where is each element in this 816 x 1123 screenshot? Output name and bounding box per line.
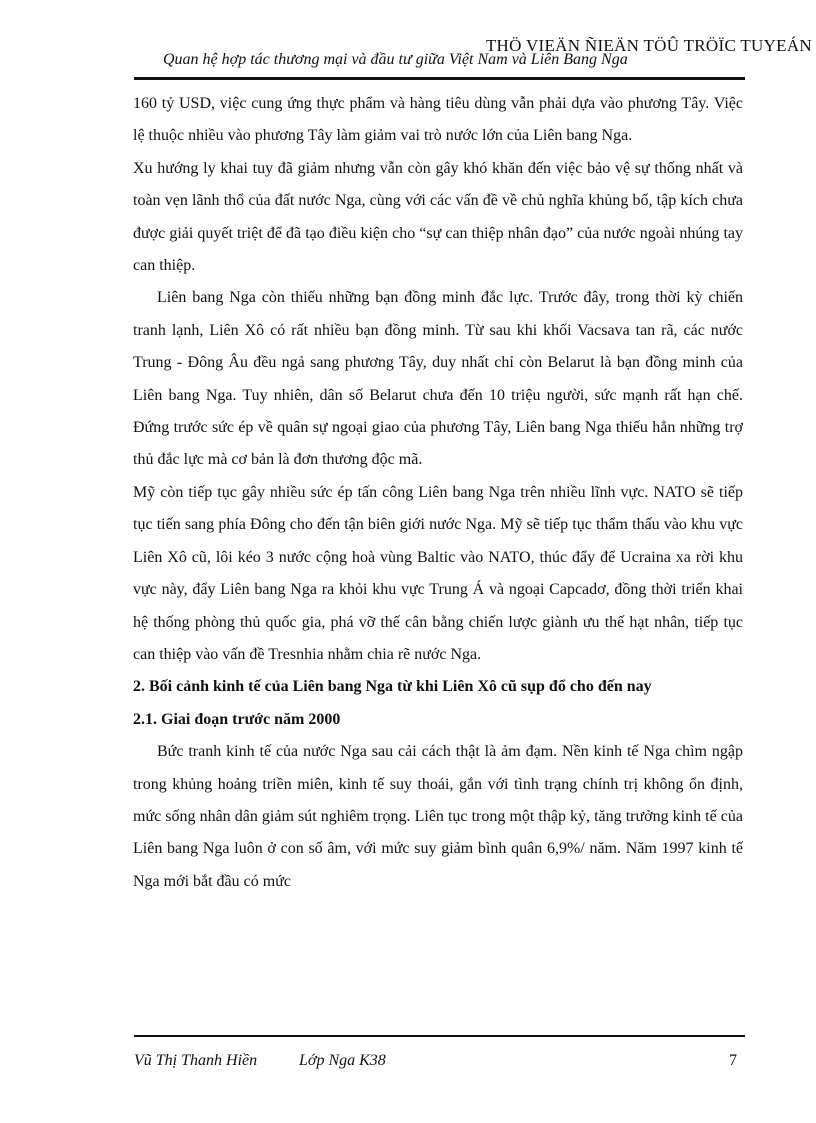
- paragraph-2: Xu hướng ly khai tuy đã giảm nhưng vẫn còn gây khó khăn đến việc bảo vệ sự thống nhất và toàn vẹn lãnh thổ của đất nước Nga, cùng với các vấn đề về chủ nghĩa khủng bố, tập kích chưa được giải quyết triệt để đã tạo điều kiện cho “sự can thiệp nhân đạo” của nước ngoài nhúng tay can thiệp.: [133, 159, 743, 275]
- header-divider: [134, 77, 745, 80]
- page-number: 7: [729, 1052, 737, 1069]
- footer-divider: [134, 1035, 745, 1037]
- section-heading-2: 2. Bối cảnh kinh tế của Liên bang Nga từ khi Liên Xô cũ sụp đổ cho đến nay: [133, 678, 652, 696]
- paragraph-3: Liên bang Nga còn thiếu những bạn đồng minh đắc lực. Trước đây, trong thời kỳ chiến tranh lạnh, Liên Xô có rất nhiều bạn đồng minh. Từ sau khi khối Vacsava tan rã, các nước Trung - Đông Âu đều ngả sang phương Tây, duy nhất chỉ còn Belarut là bạn đồng minh của Liên bang Nga. Tuy nhiên, dân số Belarut chưa đến 10 triệu người, sức mạnh rất hạn chế. Đứng trước sức ép về quân sự ngoại giao của phương Tây, Liên bang Nga thiếu hẳn những trợ thủ đắc lực mà cơ bản là đơn thương độc mã.: [133, 289, 743, 469]
- footer-class: Lớp Nga K38: [299, 1052, 386, 1069]
- footer-author: Vũ Thị Thanh Hiền: [134, 1052, 258, 1069]
- page-body: [133, 88, 743, 898]
- paragraph-1: 160 tỷ USD, việc cung ứng thực phẩm và hàng tiêu dùng vẫn phải dựa vào phương Tây. Việc lệ thuộc nhiều vào phương Tây làm giảm vai trò nước lớn của Liên bang Nga.: [133, 95, 743, 145]
- paragraph-4: Mỹ còn tiếp tục gây nhiều sức ép tấn công Liên bang Nga trên nhiều lĩnh vực. NATO sẽ tiếp tục tiến sang phía Đông cho đến tận biên giới nước Nga. Mỹ sẽ tiếp tục thẩm thấu vào khu vực Liên Xô cũ, lôi kéo 3 nước cộng hoà vùng Baltic vào NATO, thúc đẩy để Ucraina xa rời khu vực này, đẩy Liên bang Nga ra khỏi khu vực Trung Á và ngoại Capcadơ, đồng thời triển khai hệ thống phòng thủ quốc gia, phá vỡ thế cân bằng chiến lược giành ưu thế hạt nhân, tiếp tục can thiệp vào vấn đề Tresnhia nhằm chia rẽ nước Nga.: [133, 483, 743, 663]
- subsection-heading-2-1: 2.1. Giai đoạn trước năm 2000: [133, 710, 341, 728]
- running-header-title: Quan hệ hợp tác thương mại và đầu tư giữa Việt Nam và Liên Bang Nga: [163, 51, 628, 68]
- paragraph-5: Bức tranh kinh tế của nước Nga sau cải cách thật là ảm đạm. Nền kinh tế Nga chìm ngập trong khủng hoảng triền miên, kinh tế suy thoái, gắn với tình trạng chính trị không ổn định, mức sống nhân dân giảm sút nghiêm trọng. Liên tục trong một thập kỷ, tăng trưởng kinh tế của Liên bang Nga luôn ở con số âm, với mức suy giảm bình quân 6,9%/ năm. Năm 1997 kinh tế Nga mới bắt đầu có mức: [133, 743, 743, 890]
- library-watermark: THÖ VIEÄN ÑIEÄN TÖÛ TRÖÏC TUYEÁN: [485, 36, 812, 55]
